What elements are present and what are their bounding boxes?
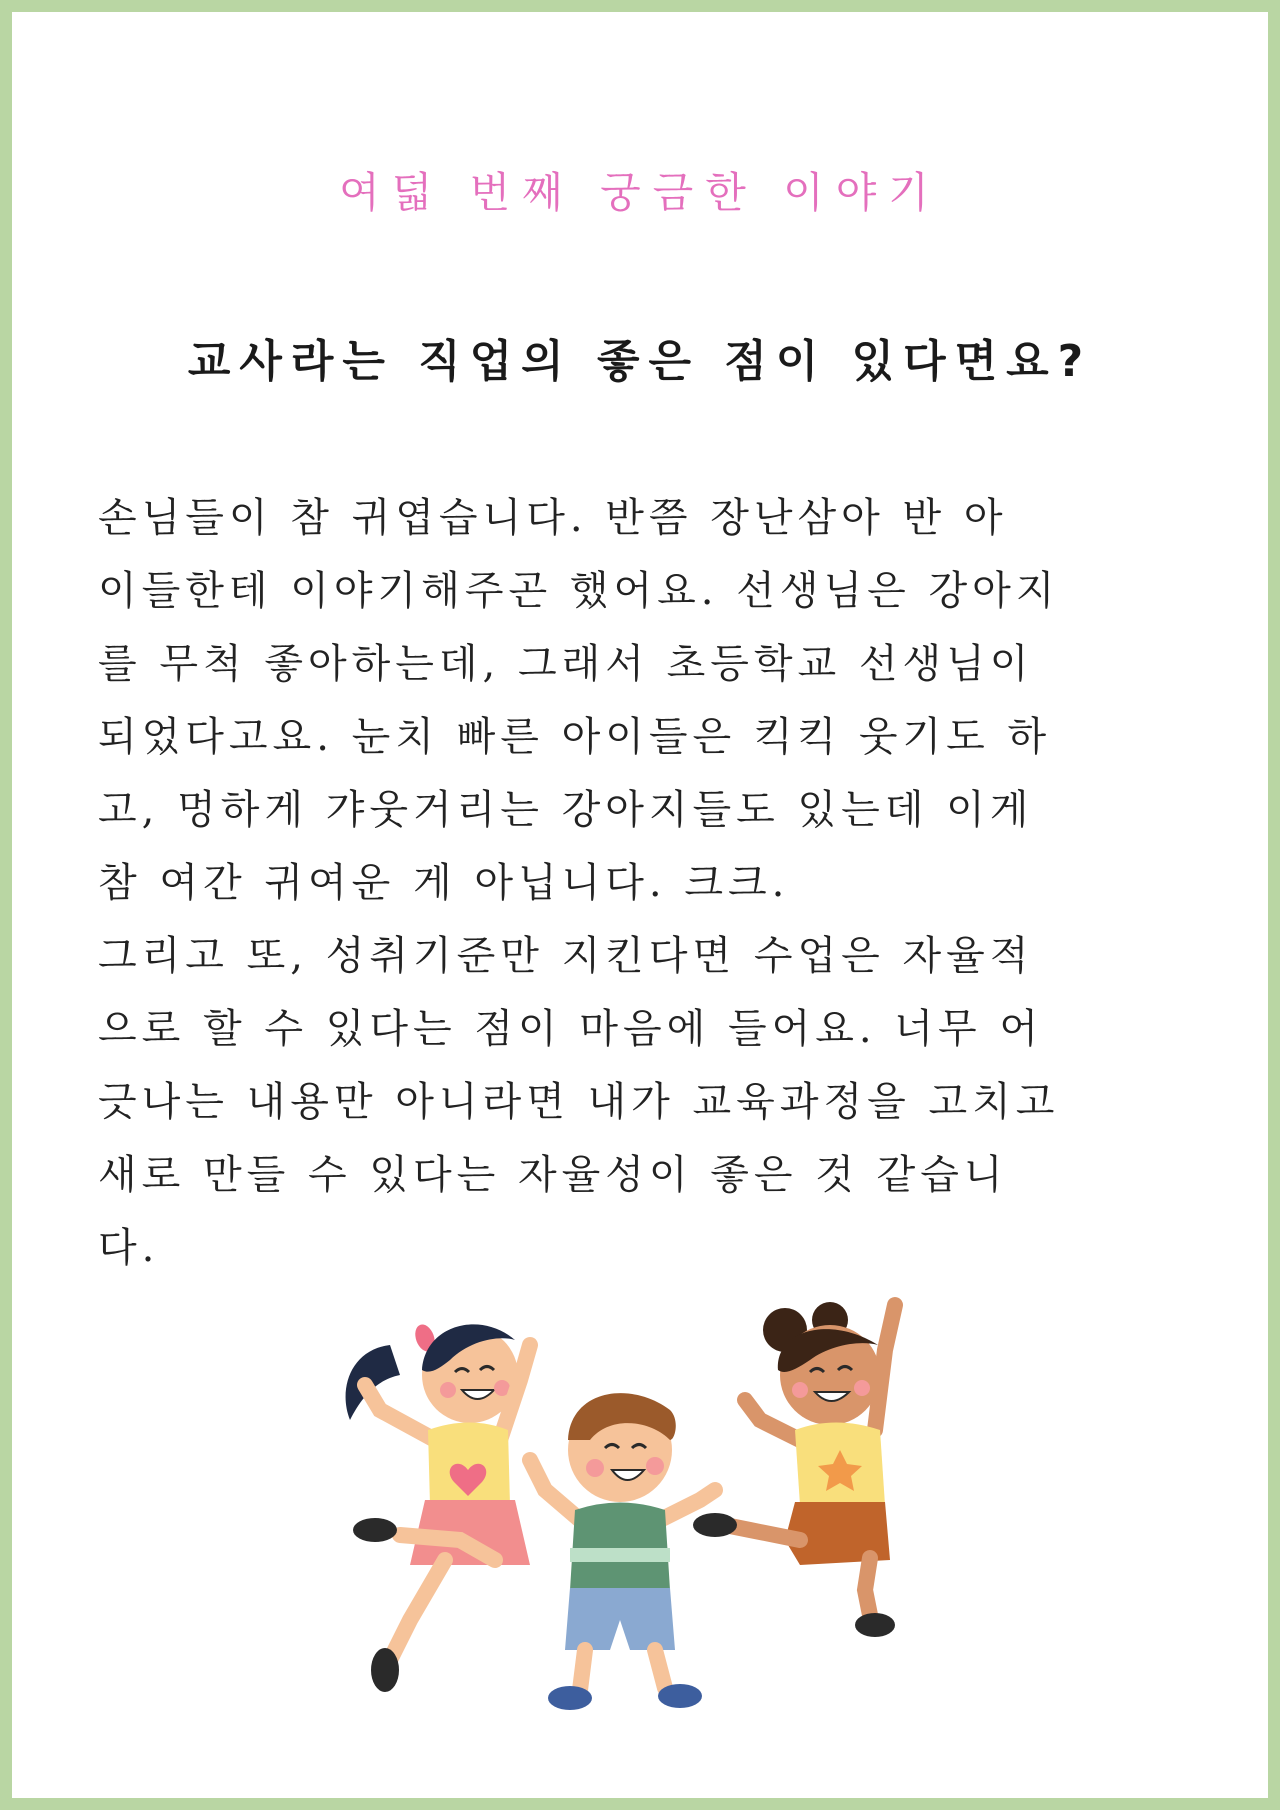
body-line: 그리고 또, 성취기준만 지킨다면 수업은 자율적 xyxy=(98,933,1034,979)
section-kicker: 여덟 번째 궁금한 이야기 xyxy=(339,168,941,217)
body-line: 고, 멍하게 갸웃거리는 강아지들도 있는데 이게 xyxy=(98,787,1034,833)
three-jumping-children-icon xyxy=(330,1290,950,1720)
body-line: 다. xyxy=(98,1225,160,1271)
body-line: 손님들이 참 귀엽습니다. 반쯤 장난삼아 반 아 xyxy=(98,495,1008,541)
answer-body xyxy=(98,482,1188,1285)
girl-right-figure xyxy=(693,1302,895,1637)
body-line: 새로 만들 수 있다는 자율성이 좋은 것 같습니 xyxy=(98,1152,1008,1198)
body-line: 으로 할 수 있다는 점이 마음에 들어요. 너무 어 xyxy=(98,1006,1043,1052)
body-line: 를 무척 좋아하는데, 그래서 초등학교 선생님이 xyxy=(98,641,1034,687)
boy-figure xyxy=(530,1393,715,1710)
question-heading: 교사라는 직업의 좋은 점이 있다면요? xyxy=(187,336,1093,387)
girl-figure xyxy=(346,1322,530,1692)
body-line: 되었다고요. 눈치 빠른 아이들은 킥킥 웃기도 하 xyxy=(98,714,1052,760)
body-line: 참 여간 귀여운 게 아닙니다. 크크. xyxy=(98,860,790,906)
body-line: 긋나는 내용만 아니라면 내가 교육과정을 고치고 xyxy=(98,1079,1060,1125)
body-line: 이들한테 이야기해주곤 했어요. 선생님은 강아지 xyxy=(98,568,1060,614)
